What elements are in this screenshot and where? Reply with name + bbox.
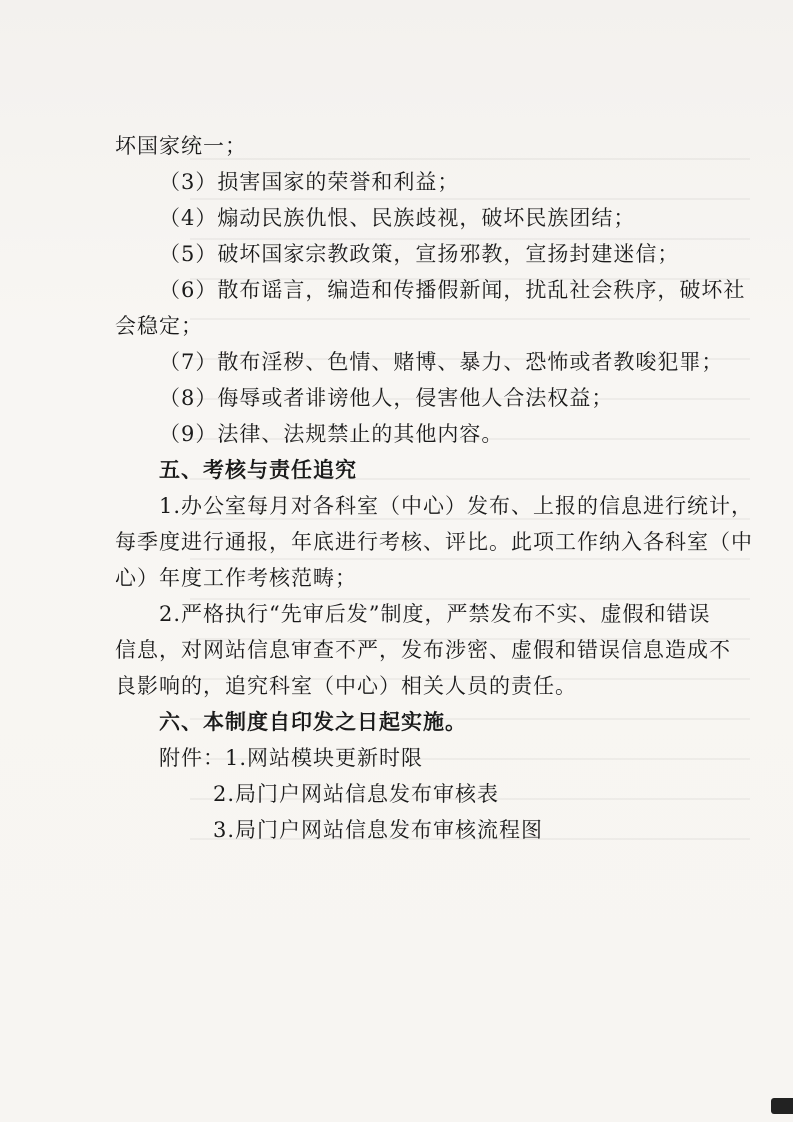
- paragraph-line: 会稳定；: [115, 314, 203, 338]
- list-item: （7）散布淫秽、色情、赌博、暴力、恐怖或者教唆犯罪；: [159, 350, 724, 374]
- attachment-line: 2.局门户网站信息发布审核表: [213, 782, 500, 806]
- list-item: （6）散布谣言，编造和传播假新闻，扰乱社会秩序，破坏社: [159, 278, 746, 302]
- section-heading: 五、考核与责任追究: [159, 458, 357, 482]
- paragraph-line: 心）年度工作考核范畴；: [115, 566, 357, 590]
- list-item: （4）煽动民族仇恨、民族歧视，破坏民族团结；: [159, 206, 636, 230]
- paragraph-line: 1.办公室每月对各科室（中心）发布、上报的信息进行统计，: [159, 494, 754, 518]
- document-body: [115, 128, 754, 848]
- list-item: （3）损害国家的荣誉和利益；: [159, 170, 460, 194]
- list-item: （5）破坏国家宗教政策，宣扬邪教，宣扬封建迷信；: [159, 242, 680, 266]
- paragraph-line: 良影响的，追究科室（中心）相关人员的责任。: [115, 674, 577, 698]
- paragraph-line: 每季度进行通报，年底进行考核、评比。此项工作纳入各科室（中: [115, 530, 753, 554]
- paragraph-line: 信息，对网站信息审查不严，发布涉密、虚假和错误信息造成不: [115, 638, 731, 662]
- list-item: （8）侮辱或者诽谤他人，侵害他人合法权益；: [159, 386, 614, 410]
- attachment-line: 3.局门户网站信息发布审核流程图: [213, 818, 544, 842]
- section-heading: 六、本制度自印发之日起实施。: [159, 710, 467, 734]
- paragraph-line: 坏国家统一；: [115, 134, 247, 158]
- scan-edge-mark: [771, 1098, 793, 1114]
- paragraph-line: 2.严格执行“先审后发”制度，严禁发布不实、虚假和错误: [159, 602, 711, 626]
- attachment-line: 附件：1.网站模块更新时限: [159, 746, 424, 770]
- list-item: （9）法律、法规禁止的其他内容。: [159, 422, 504, 446]
